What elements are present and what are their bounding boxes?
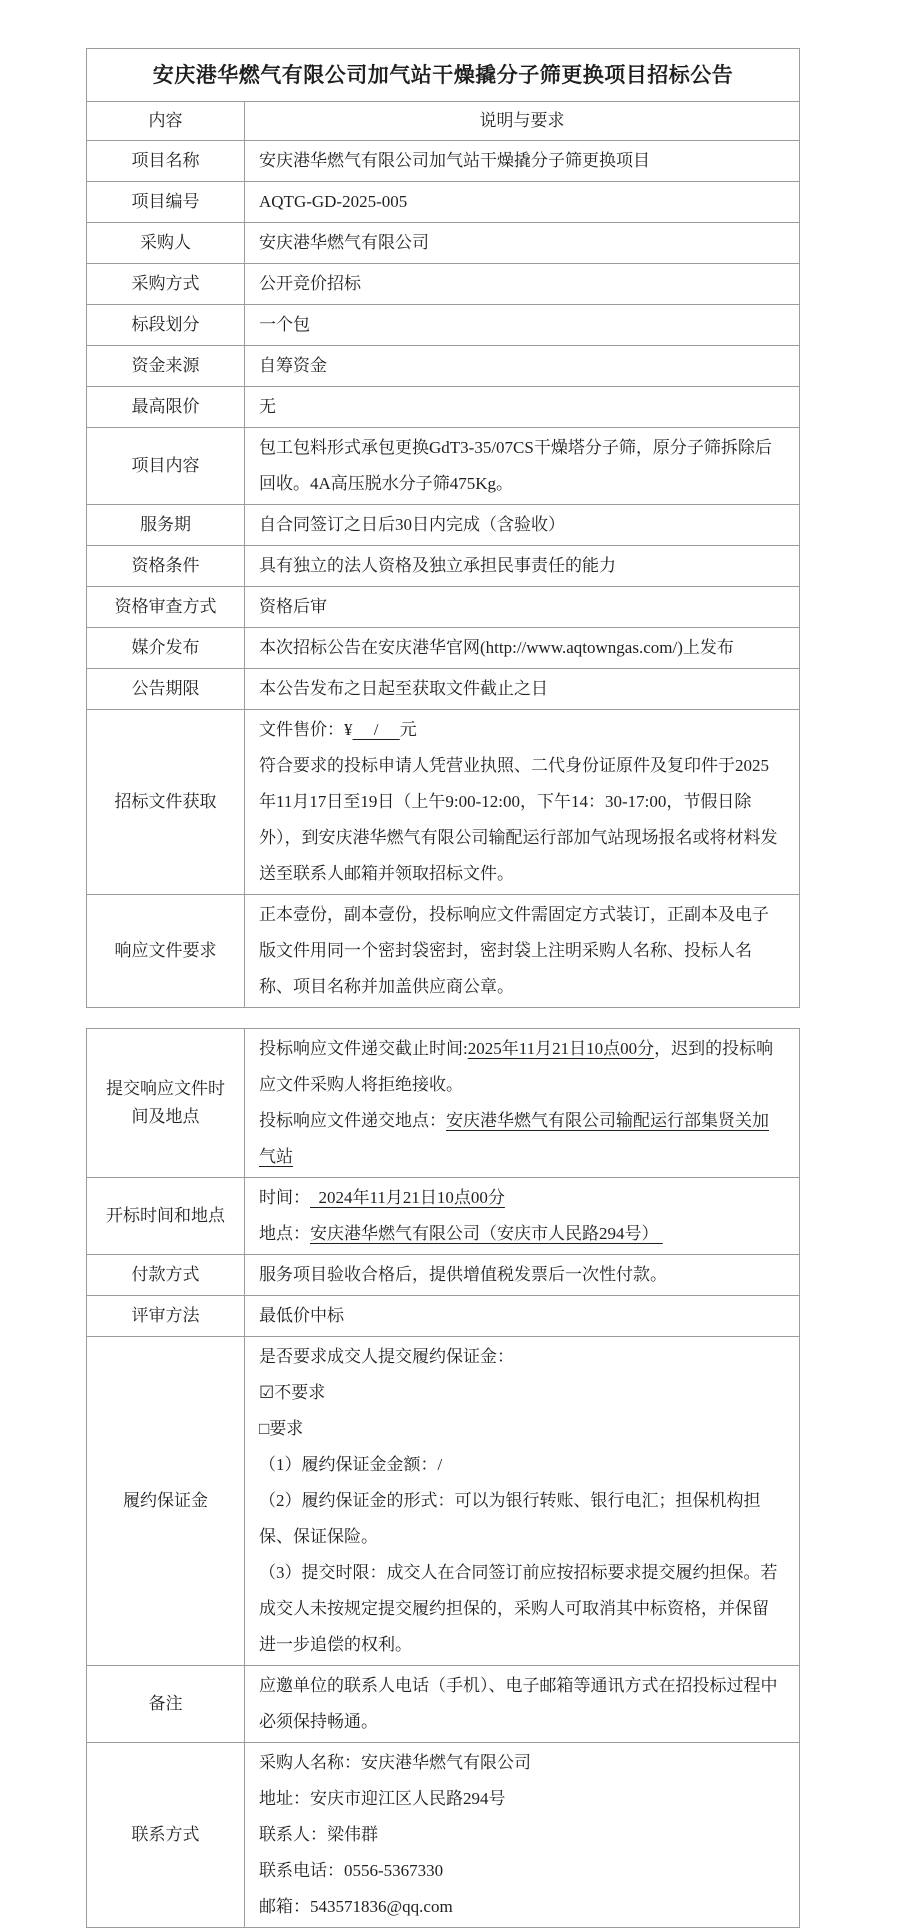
paragraph [259,1339,785,1375]
text-segment: 自筹资金 [259,356,327,375]
text-segment: （2）履约保证金的形式：可以为银行转账、银行电汇；担保机构担保、保证保险。 [259,1491,761,1546]
row-label: 开标时间和地点 [87,1178,245,1255]
row-label: 提交响应文件时间及地点 [87,1029,245,1178]
text-segment: 包工包料形式承包更换GdT3-35/07CS干燥塔分子筛，原分子筛拆除后回收。4A高压脱水分子筛475Kg。 [259,438,772,493]
row-label: 公告期限 [87,669,245,710]
text-segment: 服务项目验收合格后，提供增值税发票后一次性付款。 [259,1265,667,1284]
paragraph [259,1668,785,1740]
paragraph [259,1180,785,1216]
table-row [87,223,800,264]
paragraph [259,1216,785,1252]
paragraph [259,1411,785,1447]
column-header-description: 说明与要求 [245,102,800,141]
table-row [87,505,800,546]
paragraph [259,1257,785,1293]
row-value [245,428,800,505]
paragraph [259,1555,785,1663]
row-value [245,710,800,895]
underlined-text: 2025年11月21日10点00分 [467,1039,655,1058]
row-value [245,387,800,428]
tender-document [86,48,800,1928]
paragraph [259,430,785,502]
text-segment: 最低价中标 [259,1306,344,1325]
paragraph [259,1031,785,1103]
row-label: 服务期 [87,505,245,546]
table-row [87,669,800,710]
paragraph [259,266,785,302]
text-segment: 文件售价：¥ [259,720,353,739]
underlined-text: 安庆港华燃气有限公司（安庆市人民路294号） [310,1224,663,1243]
column-header-row [87,102,800,141]
table-row [87,1029,800,1178]
row-label: 标段划分 [87,305,245,346]
row-value [245,1029,800,1178]
row-label: 备注 [87,1666,245,1743]
text-segment: 要求 [269,1419,304,1438]
row-label: 响应文件要求 [87,895,245,1008]
row-value [245,546,800,587]
row-label: 付款方式 [87,1255,245,1296]
table-row [87,305,800,346]
paragraph [259,1745,785,1781]
text-segment: 元 [399,720,417,739]
row-value [245,141,800,182]
table-row [87,1296,800,1337]
row-label: 项目名称 [87,141,245,182]
row-value [245,305,800,346]
paragraph [259,1447,785,1483]
text-segment: 不要求 [274,1383,326,1402]
table-row [87,428,800,505]
row-value [245,264,800,305]
title-row [87,49,800,102]
row-label: 资金来源 [87,346,245,387]
row-value [245,1337,800,1666]
table-row [87,628,800,669]
table-gap [86,1008,800,1028]
paragraph [259,225,785,261]
row-value [245,182,800,223]
table-row [87,546,800,587]
checkbox-unchecked-icon: □ [259,1419,270,1438]
text-segment: 安庆港华燃气有限公司加气站干燥撬分子筛更换项目 [259,151,650,170]
text-segment: AQTG-GD-2025-005 [259,192,408,211]
paragraph [259,748,785,892]
text-segment: 本次招标公告在安庆港华官网(http://www.aqtowngas.com/)上发布 [259,638,734,657]
paragraph [259,1853,785,1889]
row-label: 项目编号 [87,182,245,223]
text-segment: 时间： [259,1188,310,1207]
text-segment: 应邀单位的联系人电话（手机）、电子邮箱等通讯方式在招投标过程中必须保持畅通。 [259,1676,778,1731]
row-label: 最高限价 [87,387,245,428]
row-label: 采购人 [87,223,245,264]
row-value [245,1255,800,1296]
text-segment: 具有独立的法人资格及独立承担民事责任的能力 [259,556,616,575]
row-value [245,587,800,628]
paragraph [259,712,785,748]
text-segment: 一个包 [259,315,310,334]
row-value [245,1743,800,1928]
document-table-secondary [86,1028,800,1928]
text-segment: 符合要求的投标申请人凭营业执照、二代身份证原件及复印件于2025年11月17日至19日（上午9:00-12:00，下午14：30-17:00，节假日除外），到安庆港华燃气有限公司输配运行部加气站现场报名或将材料发送至联系人邮箱并领取招标文件。 [259,756,778,883]
table-row [87,1337,800,1666]
row-label: 资格审查方式 [87,587,245,628]
text-segment: 本公告发布之日起至获取文件截止之日 [259,679,548,698]
paragraph [259,307,785,343]
text-segment: 邮箱：543571836@qq.com [259,1897,453,1916]
table-row [87,1255,800,1296]
row-value [245,505,800,546]
table-row [87,1178,800,1255]
paragraph [259,897,785,1005]
paragraph [259,1781,785,1817]
paragraph [259,143,785,179]
table-row [87,1666,800,1743]
underlined-text: 2024年11月21日10点00分 [310,1188,505,1207]
underlined-text: / [352,720,400,739]
text-segment: ，迟到的投标响应文件采购人将拒绝接收。 [259,1039,774,1094]
paragraph [259,1483,785,1555]
row-label: 招标文件获取 [87,710,245,895]
row-label: 评审方法 [87,1296,245,1337]
document-title: 安庆港华燃气有限公司加气站干燥撬分子筛更换项目招标公告 [87,49,800,102]
row-label: 项目内容 [87,428,245,505]
table-row [87,346,800,387]
row-label: 采购方式 [87,264,245,305]
text-segment: 地址：安庆市迎江区人民路294号 [259,1789,506,1808]
row-label: 联系方式 [87,1743,245,1928]
text-segment: 投标响应文件递交地点： [259,1111,446,1130]
text-segment: 安庆港华燃气有限公司 [259,233,429,252]
text-segment: 是否要求成交人提交履约保证金： [259,1347,514,1366]
table-row [87,895,800,1008]
paragraph [259,548,785,584]
table-row [87,387,800,428]
row-label: 媒介发布 [87,628,245,669]
text-segment: 联系电话：0556-5367330 [259,1861,444,1880]
table-row [87,182,800,223]
paragraph [259,1103,785,1175]
paragraph [259,671,785,707]
table-row [87,587,800,628]
table-row [87,141,800,182]
row-value [245,1666,800,1743]
paragraph [259,507,785,543]
text-segment: 联系人：梁伟群 [259,1825,378,1844]
text-segment: 资格后审 [259,597,327,616]
row-value [245,669,800,710]
text-segment: 正本壹份，副本壹份，投标响应文件需固定方式装订，正副本及电子版文件用同一个密封袋密封，密封袋上注明采购人名称、投标人名称、项目名称并加盖供应商公章。 [259,905,769,996]
text-segment: 自合同签订之日后30日内完成（含验收） [259,515,565,534]
paragraph [259,1375,785,1411]
paragraph [259,184,785,220]
text-segment: 无 [259,397,276,416]
paragraph [259,630,785,666]
document-table-primary [86,48,800,1008]
paragraph [259,589,785,625]
text-segment: 采购人名称：安庆港华燃气有限公司 [259,1753,531,1772]
checkbox-checked-icon: ☑ [259,1383,275,1402]
row-value [245,628,800,669]
text-segment: 地点： [259,1224,310,1243]
table-row [87,710,800,895]
paragraph [259,389,785,425]
row-value [245,1296,800,1337]
paragraph [259,1298,785,1334]
paragraph [259,348,785,384]
row-label: 履约保证金 [87,1337,245,1666]
text-segment: （3）提交时限：成交人在合同签订前应按招标要求提交履约担保。若成交人未按规定提交履约担保的，采购人可取消其中标资格，并保留进一步追偿的权利。 [259,1563,778,1654]
paragraph [259,1817,785,1853]
text-segment: （1）履约保证金金额：/ [259,1455,443,1474]
paragraph [259,1889,785,1925]
text-segment: 投标响应文件递交截止时间: [259,1039,468,1058]
text-segment: 公开竞价招标 [259,274,361,293]
underlined-text: 安庆港华燃气有限公司输配运行部集贤关加气站 [259,1111,769,1166]
row-label: 资格条件 [87,546,245,587]
row-value [245,223,800,264]
row-value [245,895,800,1008]
table-row [87,1743,800,1928]
table-row [87,264,800,305]
column-header-content: 内容 [87,102,245,141]
row-value [245,346,800,387]
row-value [245,1178,800,1255]
